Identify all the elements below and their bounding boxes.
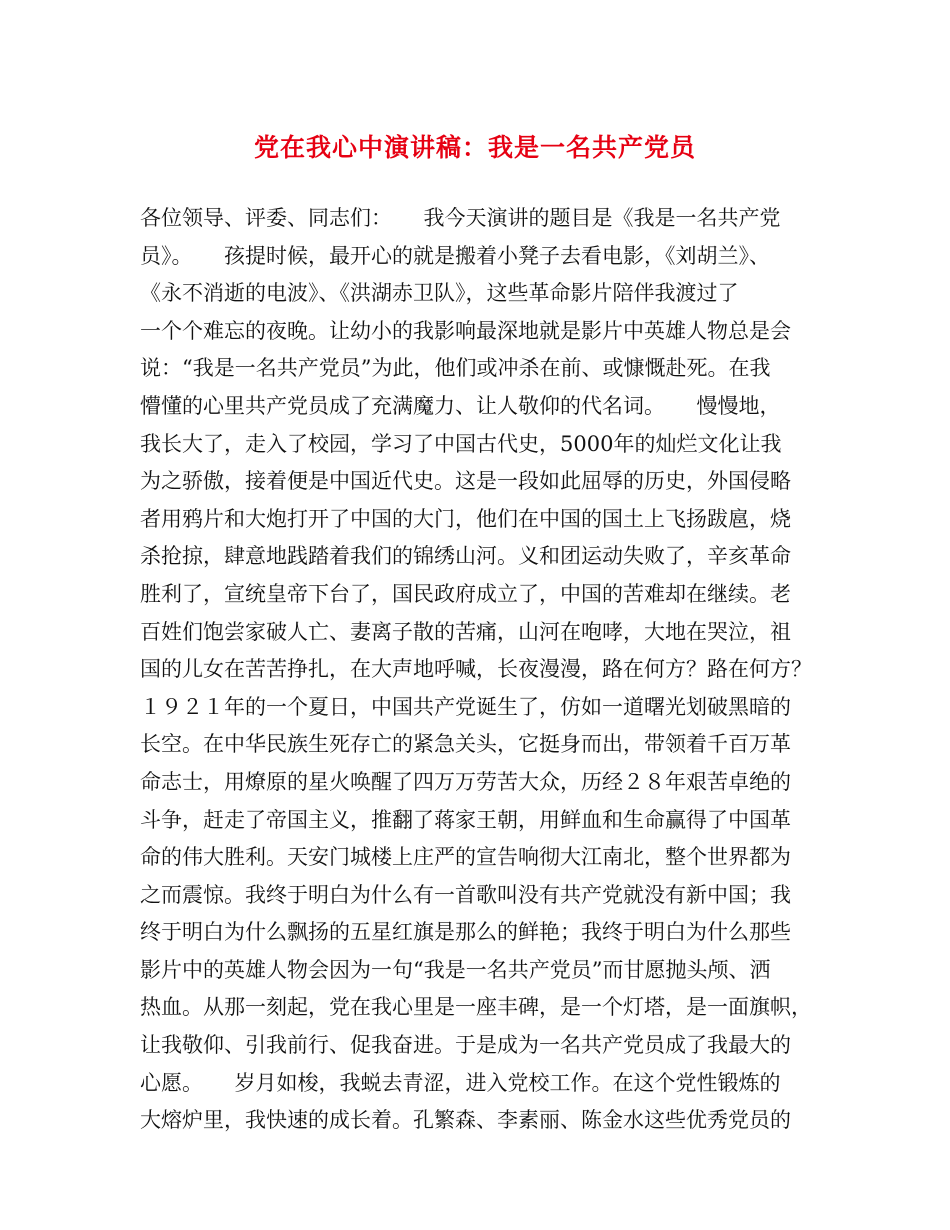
body-line: 热血。从那一刻起，党在我心里是一座丰碑，是一个灯塔，是一面旗帜， (140, 995, 812, 1020)
body-line: 员》。 孩提时候，最开心的就是搬着小凳子去看电影，《刘胡兰》、 (140, 243, 770, 268)
body-line: 各位领导、评委、同志们： 我今天演讲的题目是《我是一名共产党 (140, 206, 781, 230)
body-line: 大熔炉里，我快速的成长着。孔繁森、李素丽、陈金水这些优秀党员的 (140, 1108, 791, 1133)
body-line: 命的伟大胜利。天安门城楼上庄严的宣告响彻大江南北，整个世界都为 (140, 845, 791, 870)
speech-body (140, 200, 820, 1140)
body-line: 懵懂的心里共产党员成了充满魔力、让人敬仰的代名词。 慢慢地， (140, 393, 781, 418)
body-line: 命志士，用燎原的星火唤醒了四万万劳苦大众，历经２８年艰苦卓绝的 (140, 769, 791, 794)
body-line: 我长大了，走入了校园，学习了中国古代史，5000年的灿烂文化让我 (140, 431, 782, 456)
body-line: 长空。在中华民族生死存亡的紧急关头，它挺身而出，带领着千百万革 (140, 732, 791, 757)
body-line: 心愿。 岁月如梭，我蜕去青涩，进入党校工作。在这个党性锻炼的 (140, 1070, 781, 1095)
body-line: 说：“我是一名共产党员”为此，他们或冲杀在前、或慷慨赴死。在我 (140, 356, 771, 381)
body-line: 国的儿女在苦苦挣扎，在大声地呼喊，长夜漫漫，路在何方？路在何方？ (140, 657, 812, 682)
body-line: 者用鸦片和大炮打开了中国的大门，他们在中国的国土上飞扬跋扈，烧 (140, 506, 791, 531)
body-line: １９２１年的一个夏日，中国共产党诞生了，仿如一道曙光划破黑暗的 (140, 694, 791, 719)
body-line: 影片中的英雄人物会因为一句“我是一名共产党员”而甘愿抛头颅、洒 (140, 957, 771, 982)
body-line: 胜利了，宣统皇帝下台了，国民政府成立了，中国的苦难却在继续。老 (140, 581, 791, 606)
body-line: 百姓们饱尝家破人亡、妻离子散的苦痛，山河在咆哮，大地在哭泣，祖 (140, 619, 791, 644)
body-line: 之而震惊。我终于明白为什么有一首歌叫没有共产党就没有新中国；我 (140, 882, 791, 907)
body-line: 终于明白为什么飘扬的五星红旗是那么的鲜艳；我终于明白为什么那些 (140, 920, 791, 945)
document-title: 党在我心中演讲稿：我是一名共产党员 (253, 133, 696, 162)
body-line: 为之骄傲，接着便是中国近代史。这是一段如此屈辱的历史，外国侵略 (140, 469, 791, 494)
body-line: 《永不消逝的电波》、《洪湖赤卫队》，这些革命影片陪伴我渡过了 (140, 281, 739, 306)
body-line: 让我敬仰、引我前行、促我奋进。于是成为一名共产党员成了我最大的 (140, 1033, 791, 1058)
body-line: 斗争，赶走了帝国主义，推翻了蒋家王朝，用鲜血和生命赢得了中国革 (140, 807, 791, 832)
body-line: 杀抢掠，肆意地践踏着我们的锦绣山河。义和团运动失败了，辛亥革命 (140, 544, 791, 569)
body-line: 一个个难忘的夜晚。让幼小的我影响最深地就是影片中英雄人物总是会 (140, 318, 791, 343)
